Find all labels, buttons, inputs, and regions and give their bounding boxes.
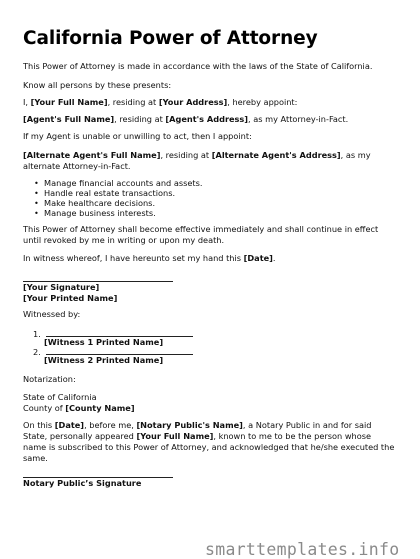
- notary-text-2: , before me,: [84, 420, 137, 430]
- document-title: California Power of Attorney: [23, 28, 318, 49]
- state-line: State of California: [23, 392, 97, 402]
- principal-address-placeholder: [Your Address]: [158, 97, 228, 107]
- agent-address-placeholder: [Agent's Address]: [165, 114, 249, 124]
- witness-1-name: [Witness 1 Printed Name]: [44, 337, 164, 347]
- county-pre: County of: [23, 403, 66, 413]
- notary-text-7: same.: [23, 453, 48, 463]
- witness-whereof-paragraph: [23, 253, 381, 264]
- notary-name-placeholder: [Notary Public's Name]: [136, 420, 243, 430]
- powers-list: [23, 178, 203, 218]
- witness-2-name: [Witness 2 Printed Name]: [44, 355, 164, 365]
- notary-text-1: On this: [23, 420, 55, 430]
- witnessed-by-label: Witnessed by:: [23, 309, 81, 319]
- appointment-paragraph: [23, 97, 381, 108]
- witness-2-label: [44, 355, 402, 366]
- know-all-paragraph: Know all persons by these presents:: [23, 80, 172, 90]
- list-item: • Manage business interests.: [23, 208, 203, 218]
- witness-2-number: 2.: [33, 347, 41, 357]
- state-county-block: [23, 392, 381, 414]
- witness-1-number: 1.: [33, 329, 41, 339]
- notary-principal-placeholder: [Your Full Name]: [136, 431, 214, 441]
- agent-mid: , residing at: [114, 114, 166, 124]
- agent-name-placeholder: [Agent's Full Name]: [23, 114, 115, 124]
- effective-line2: until revoked by me in writing or upon my death.: [23, 235, 225, 245]
- principal-name-placeholder: [Your Full Name]: [30, 97, 108, 107]
- alternate-mid: , residing at: [160, 150, 212, 160]
- appoint-pre: I,: [23, 97, 31, 107]
- witness-whereof-pre: In witness whereof, I have hereunto set my hand this: [23, 253, 244, 263]
- list-item: • Handle real estate transactions.: [23, 188, 203, 198]
- printed-name-label: [Your Printed Name]: [23, 293, 118, 303]
- list-item: • Manage financial accounts and assets.: [23, 178, 203, 188]
- alternate-post: , as my: [340, 150, 371, 160]
- notary-signature-label: [23, 478, 381, 489]
- appoint-post: , hereby appoint:: [227, 97, 298, 107]
- notary-text-5: , known to me to be the person whose: [213, 431, 372, 441]
- watermark-text: smarttemplates.info: [205, 540, 400, 559]
- notary-signature-text: Notary Public’s Signature: [23, 478, 142, 488]
- county-placeholder: [County Name]: [65, 403, 135, 413]
- witness-whereof-post: .: [272, 253, 276, 263]
- effective-paragraph: [23, 224, 381, 246]
- effective-line1: This Power of Attorney shall become effective immediately and shall continue in effect: [23, 224, 379, 234]
- agent-post: , as my Attorney-in-Fact.: [248, 114, 349, 124]
- intro-paragraph: This Power of Attorney is made in accordance with the laws of the State of California.: [23, 61, 373, 71]
- signature-block: [23, 282, 381, 304]
- notary-date-placeholder: [Date]: [54, 420, 85, 430]
- alternate-line2: alternate Attorney-in-Fact.: [23, 161, 131, 171]
- witness-1-label: [44, 337, 402, 348]
- date-placeholder: [Date]: [243, 253, 273, 263]
- alternate-address-placeholder: [Alternate Agent's Address]: [211, 150, 341, 160]
- agent-paragraph: [23, 114, 381, 125]
- notarization-label: Notarization:: [23, 374, 76, 384]
- notary-paragraph: [23, 420, 395, 464]
- list-item: • Make healthcare decisions.: [23, 198, 203, 208]
- alternate-name-placeholder: [Alternate Agent's Full Name]: [23, 150, 161, 160]
- alternate-intro-paragraph: If my Agent is unable or unwilling to act, then I appoint:: [23, 131, 252, 141]
- notary-text-6: name is subscribed to this Power of Attorney, and acknowledged that he/she executed the: [23, 442, 395, 452]
- alternate-agent-paragraph: [23, 150, 381, 172]
- notary-text-4: State, personally appeared: [23, 431, 137, 441]
- signature-label: [Your Signature]: [23, 282, 100, 292]
- notary-text-3: , a Notary Public in and for said: [242, 420, 372, 430]
- appoint-mid: , residing at: [107, 97, 159, 107]
